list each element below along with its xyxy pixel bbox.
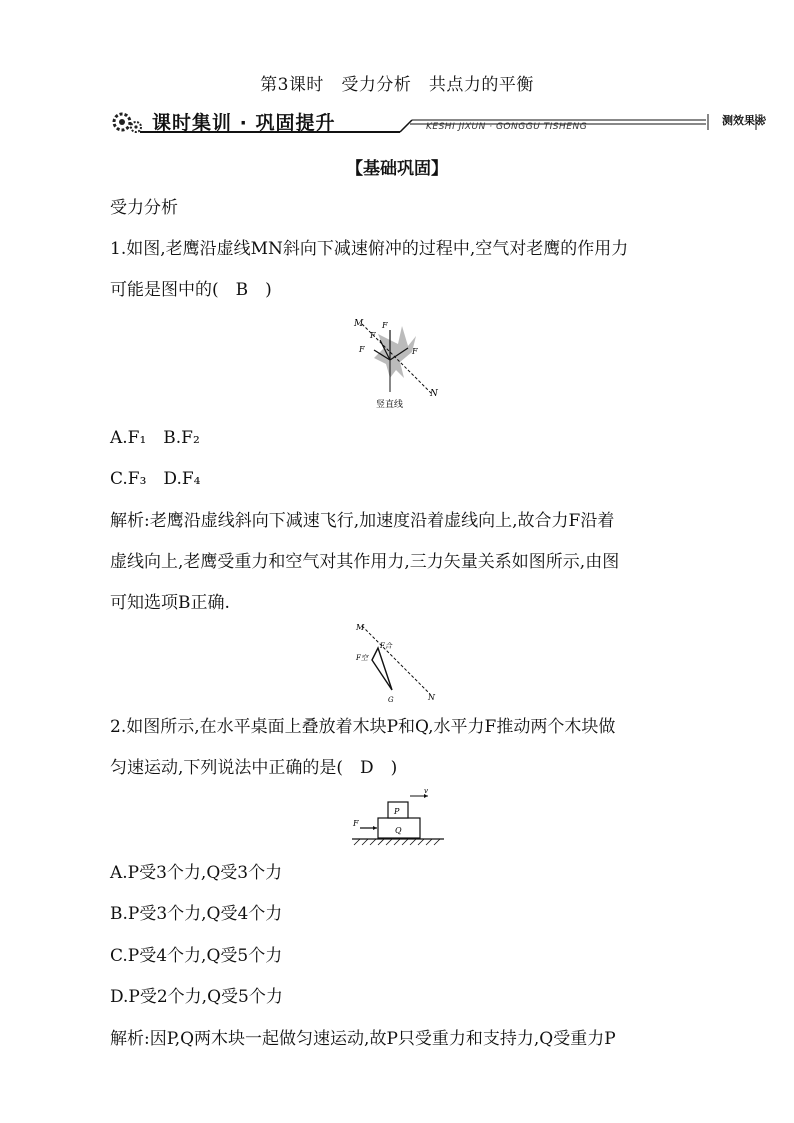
label-f2: F [370, 331, 376, 340]
banner-tag: 测效果❀ [722, 114, 766, 127]
label-n: N [430, 389, 438, 399]
q2-option-c: C.P受4个力,Q受5个力 [110, 946, 283, 966]
label-m: M [356, 623, 365, 632]
force-triangle-diagram [350, 620, 440, 704]
label-f-kong: F空 [356, 654, 368, 662]
flower-icon: ❀ [755, 114, 766, 127]
q1-options-ab: A.F₁ B.F₂ [110, 428, 200, 448]
label-g: G [388, 696, 394, 704]
section-banner [110, 108, 770, 136]
banner-title: 课时集训 · 巩固提升 [152, 112, 336, 134]
q2-option-b: B.P受3个力,Q受4个力 [110, 904, 283, 924]
label-f1: F [359, 345, 365, 354]
label-f4: F [412, 347, 418, 356]
q1-stem-line2: 可能是图中的( B ) [110, 280, 272, 300]
q2-stem-line2: 匀速运动,下列说法中正确的是( D ) [110, 758, 398, 778]
caption-vertical-line: 竖直线 [376, 400, 404, 410]
label-n: N [428, 693, 435, 702]
label-f: F [353, 819, 359, 828]
label-f-he: F合 [380, 642, 392, 650]
vector-triangle [372, 648, 392, 690]
q1-analysis-line3: 可知选项B正确. [110, 593, 230, 613]
lesson-title: 第3课时 受力分析 共点力的平衡 [260, 75, 534, 95]
eagle-force-diagram [350, 312, 450, 412]
q1-analysis-line2: 虚线向上,老鹰受重力和空气对其作用力,三力矢量关系如图所示,由图 [110, 552, 620, 572]
eagle-silhouette [374, 326, 416, 378]
subsection-heading: 受力分析 [110, 198, 178, 218]
q2-stem-line1: 2.如图所示,在水平桌面上叠放着木块P和Q,水平力F推动两个木块做 [110, 717, 616, 737]
q1-analysis-line1: 解析:老鹰沿虚线斜向下减速飞行,加速度沿着虚线向上,故合力F沿着 [110, 511, 615, 531]
label-q: Q [395, 826, 402, 835]
label-v: v [424, 787, 428, 795]
q2-option-d: D.P受2个力,Q受5个力 [110, 987, 283, 1007]
ground-hatching [354, 839, 440, 845]
q2-analysis-line1: 解析:因P,Q两木块一起做匀速运动,故P只受重力和支持力,Q受重力P [110, 1029, 616, 1049]
section-heading: 【基础巩固】 [346, 159, 448, 179]
q1-stem-line1: 1.如图,老鹰沿虚线MN斜向下减速俯冲的过程中,空气对老鹰的作用力 [110, 239, 629, 259]
banner-subtitle: KESHI JIXUN · GONGGU TISHENG [426, 122, 588, 132]
label-p: P [394, 807, 400, 816]
label-m: M [354, 319, 364, 329]
blocks-diagram [348, 786, 448, 848]
label-f3: F [382, 321, 388, 330]
q1-options-cd: C.F₃ D.F₄ [110, 469, 201, 489]
q2-option-a: A.P受3个力,Q受3个力 [110, 863, 283, 883]
